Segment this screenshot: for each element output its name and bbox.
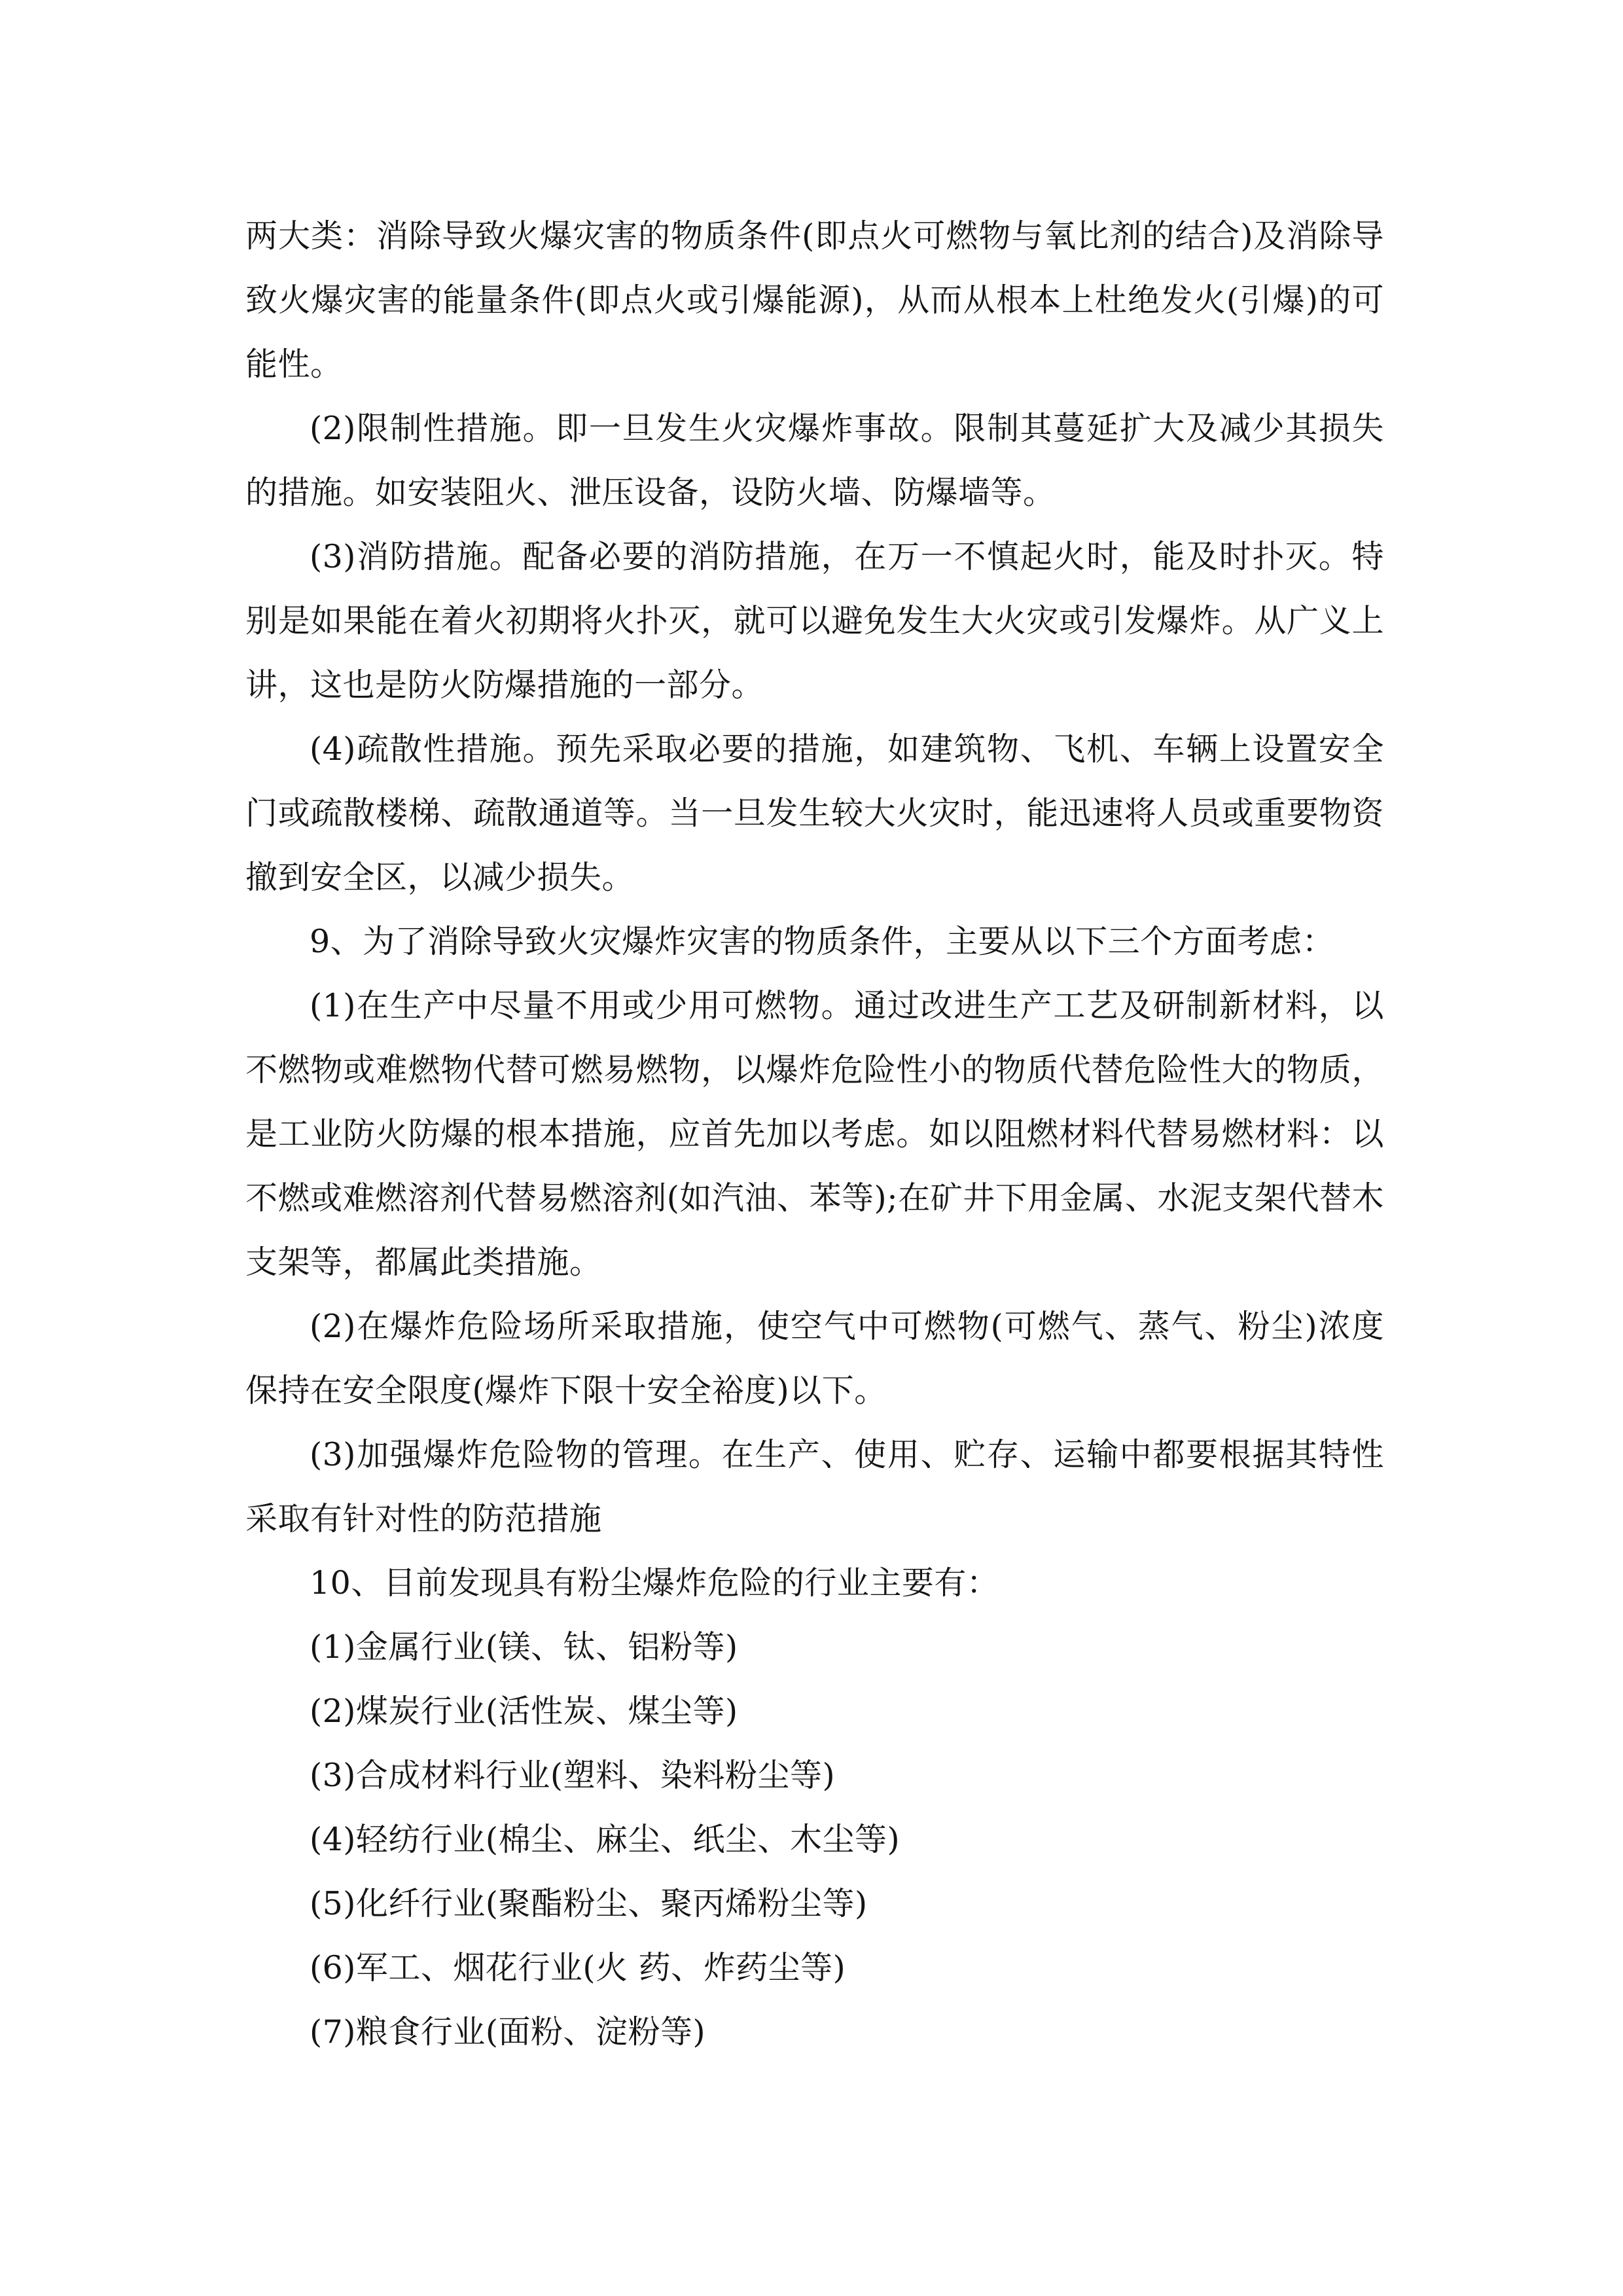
list-item: (3)合成材料行业(塑料、染料粉尘等) <box>310 1757 836 1794</box>
list-item: (4)轻纺行业(棉尘、麻尘、纸尘、木尘等) <box>310 1821 901 1858</box>
list-item: (2)煤炭行业(活性炭、煤尘等) <box>310 1693 738 1730</box>
paragraph-item-9-point-2: (2)在爆炸危险场所采取措施，使空气中可燃物(可燃气、蒸气、粉尘)浓度保持在安全限度(爆炸下限十安全裕度)以下。 <box>245 1308 1384 1409</box>
paragraph-fire-fighting-measures: (3)消防措施。配备必要的消防措施，在万一不慎起火时，能及时扑灭。特别是如果能在着火初期将火扑灭，就可以避免发生大火灾或引发爆炸。从广义上讲，这也是防火防爆措施的一部分。 <box>245 538 1384 704</box>
paragraph-evacuation-measures: (4)疏散性措施。预先采取必要的措施，如建筑物、飞机、车辆上设置安全门或疏散楼梯、疏散通道等。当一旦发生较大火灾时，能迅速将人员或重要物资撤到安全区，以减少损失。 <box>245 730 1384 896</box>
paragraph-item-9-heading: 9、为了消除导致火灾爆炸灾害的物质条件，主要从以下三个方面考虑： <box>310 923 1335 960</box>
paragraph-continuation: 两大类：消除导致火爆灾害的物质条件(即点火可燃物与氧比剂的结合)及消除导致火爆灾害的能量条件(即点火或引爆能源)，从而从根本上杜绝发火(引爆)的可能性。 <box>245 217 1385 383</box>
paragraph-item-9-point-1: (1)在生产中尽量不用或少用可燃物。通过改进生产工艺及研制新材料，以不燃物或难燃物代替可燃易燃物，以爆炸危险性小的物质代替危险性大的物质，是工业防火防爆的根本措施，应首先加以考虑。如以阻燃材料代替易燃材料：以不燃或难燃溶剂代替易燃溶剂(如汽油、苯等);在矿井下用金属、水泥支架代替木支架等，都属此类措施。 <box>245 987 1384 1281</box>
list-item: (1)金属行业(镁、钛、铝粉等) <box>310 1628 738 1666</box>
paragraph-restrictive-measures: (2)限制性措施。即一旦发生火灾爆炸事故。限制其蔓延扩大及减少其损失的措施。如安装阻火、泄压设备，设防火墙、防爆墙等。 <box>245 410 1384 511</box>
paragraph-item-10-heading: 10、目前发现具有粉尘爆炸危险的行业主要有： <box>310 1564 999 1602</box>
list-item: (7)粮食行业(面粉、淀粉等) <box>310 2013 706 2051</box>
paragraph-item-9-point-3: (3)加强爆炸危险物的管理。在生产、使用、贮存、运输中都要根据其特性采取有针对性的防范措施 <box>245 1436 1384 1537</box>
document-body <box>245 204 1384 2064</box>
list-item: (6)军工、烟花行业(火 药、炸药尘等) <box>310 1949 846 1986</box>
industry-list <box>245 1615 1384 2064</box>
list-item: (5)化纤行业(聚酯粉尘、聚丙烯粉尘等) <box>310 1885 868 1922</box>
